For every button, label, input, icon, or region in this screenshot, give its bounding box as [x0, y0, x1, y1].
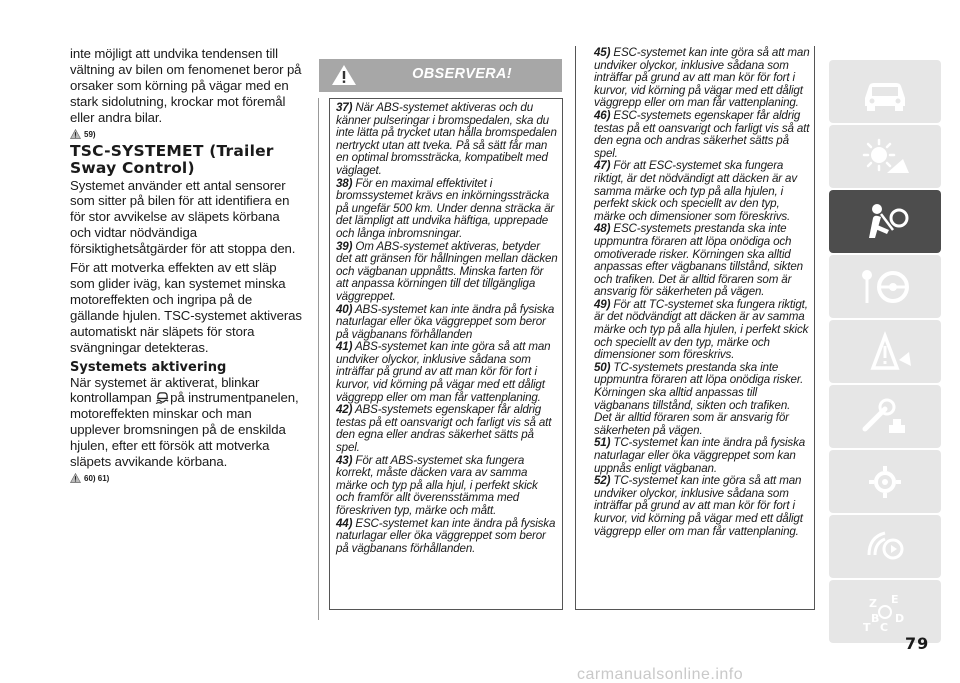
note-item — [594, 362, 810, 438]
note-item — [594, 299, 810, 362]
note-number: 49) — [594, 297, 611, 311]
note-text: ESC-systemet kan inte göra så att man undviker olyckor, inklusive sådana som inträffar på grund av att man kör för fort i kurvor, vid körning på vägar med ett dåligt väggrepp eller om man får vattenplaning. — [594, 46, 810, 110]
note-number: 48) — [594, 222, 611, 236]
section-heading: TSC-SYSTEMET (Trailer Sway Control) — [70, 141, 274, 178]
note-text: TC-systemets prestanda ska inte uppmuntra föraren att löpa onödiga risker. Körningen ska alltid anpassas till vägbanans tillstånd, sikten och trafiken. Det är alltid föraren som är ansvarig för säkerheten på vägen. — [594, 360, 804, 437]
note-number: 42) — [336, 403, 353, 417]
tab-maintenance[interactable] — [829, 385, 941, 448]
alphabet-index-icon — [855, 590, 915, 634]
note-item — [336, 404, 558, 454]
wrench-gear-icon — [855, 460, 915, 504]
note-text: ABS-systemets egenskaper får aldrig testas på ett oansvarigt och farligt vis så att den egna eller andras säkerhet sätts på spel. — [336, 403, 552, 455]
watermark: carmanualsonline.info — [577, 666, 744, 683]
note-text: ESC-systemets egenskaper får aldrig testas på ett oansvarigt och farligt vis så att den egna och andras säkerhet sätts på spel. — [594, 108, 810, 160]
paragraph-activation — [70, 375, 302, 470]
warning-reference — [70, 129, 302, 139]
section-tabs — [829, 60, 941, 645]
tab-technical-data[interactable] — [829, 450, 941, 513]
warning-ref-text: 59) — [84, 129, 96, 139]
svg-text:D: D — [895, 611, 905, 625]
note-text: Om ABS-systemet aktiveras, betyder det att gränsen för hållningen mellan däcken och vägbanan uppnåtts. Minska farten för att anpassa körningen till det tillgängliga väggreppet. — [336, 239, 558, 303]
note-text: TC-systemet kan inte ändra på fysiska naturlagar eller öka väggreppet som kan uppnås enligt vägbanan. — [594, 436, 806, 475]
note-text: För att TC-systemet ska fungera riktigt, är det nödvändigt att däcken är av samma märke och typ på alla hjulen, i perfekt skick och speciellt av den typ, märke och dimensioner som föreskrivs. — [594, 297, 809, 362]
note-text: För att ABS-systemet ska fungera korrekt, måste däcken vara av samma märke och typ på alla hjul, i perfekt skick och framför allt överensstämma med föreskriven typ, märke och mått. — [336, 453, 538, 517]
note-text: TC-systemet kan inte göra så att man undviker olyckor, inklusive sådana som inträffar på grund av att man kör för fort i kurvor, vid körning på vägar med ett dåligt väggrepp eller om man får vattenplaning. — [594, 474, 803, 538]
observera-box — [329, 98, 563, 610]
note-item — [594, 47, 810, 110]
note-text: ESC-systemets prestanda ska inte uppmuntra föraren att löpa onödiga och omotiverade risker. Körningen ska alltid anpassas efter vägbanans tillstånd, sikten och trafiken. Det är alltid föraren som är ansvarig för säkerheten på vägen. — [594, 222, 803, 299]
note-item — [336, 518, 558, 556]
note-number: 47) — [594, 159, 611, 173]
note-number: 40) — [336, 302, 353, 316]
multimedia-icon — [855, 525, 915, 569]
note-text: När ABS-systemet aktiveras och du känner pulseringar i bromspedalen, ska du inte lätta på trycket utan hålla bromspedalen nertryckt utan att tveka. På så sätt får man en optimal bromssträcka, kompatibelt med väglaget. — [336, 101, 557, 177]
svg-text:E: E — [891, 592, 899, 606]
note-item — [336, 102, 558, 178]
note-number: 50) — [594, 360, 611, 374]
note-text: ABS-systemet kan inte ändra på fysiska naturlagar eller öka väggreppet som beror på vägbanans förhållanden — [336, 302, 555, 341]
note-number: 45) — [594, 46, 611, 59]
note-item — [594, 475, 810, 538]
note-item — [594, 110, 810, 160]
note-number: 46) — [594, 108, 611, 122]
note-number: 43) — [336, 453, 353, 467]
warning-triangle-icon — [331, 64, 357, 86]
svg-text:C: C — [880, 620, 889, 634]
note-item — [336, 304, 558, 342]
note-number: 41) — [336, 340, 353, 354]
tab-emergency[interactable] — [829, 320, 941, 383]
note-item — [594, 160, 810, 223]
steering-key-icon — [855, 265, 915, 309]
tab-start-drive[interactable] — [829, 255, 941, 318]
warning-reference-2 — [70, 473, 302, 483]
subsection-heading: Systemets aktivering — [70, 359, 227, 375]
observera-title: OBSERVERA! — [412, 66, 512, 82]
sun-warning-icon — [855, 135, 915, 179]
svg-text:B: B — [871, 611, 880, 625]
note-number: 51) — [594, 436, 611, 450]
note-item — [594, 437, 810, 475]
note-number: 37) — [336, 101, 353, 114]
left-column — [70, 46, 302, 487]
note-number: 44) — [336, 516, 353, 530]
car-icon — [855, 70, 915, 114]
paragraph-sensors: Systemet använder ett antal sensorer som sitter på bilen för att identifiera en för stor avvikelse av släpets körbana och vidtar nödvändiga försiktighetsåtgärder för att stoppa den. — [70, 177, 296, 257]
svg-text:Z: Z — [869, 596, 877, 610]
note-text: För att ESC-systemet ska fungera riktigt, är det nödvändigt att däcken är av samma märke och typ på alla hjulen, i perfekt skick och speciellt av den typ, märke och dimensioner som föreskrivs. — [594, 159, 798, 223]
tab-lights[interactable] — [829, 125, 941, 188]
note-item — [336, 178, 558, 241]
activation-text-2: på instrumentpanelen, motoreffekten minskar och man upplever bromsningen på de enskilda hjulen, efter ett försök att motverka släpets avvikande körbana. — [70, 390, 299, 470]
paragraph-counteract: För att motverka effekten av ett släp som glider iväg, kan systemet minska motoreffekten och ingripa på de gällande hjulen. TSC-systemet aktiveras automatiskt när släpets för stora svängningar detekteras. — [70, 260, 302, 355]
svg-text:T: T — [863, 620, 871, 634]
note-item — [336, 455, 558, 518]
note-item — [594, 223, 810, 299]
note-number: 38) — [336, 176, 353, 190]
service-icon — [855, 395, 915, 439]
note-text: ABS-systemet kan inte göra så att man undviker olyckor, inklusive sådana som inträffar på grund av att man kör för fort i kurvor, vid körning på vägar med ett dåligt väggrepp eller om man får vattenplaning. — [336, 340, 551, 404]
page-number: 79 — [905, 634, 930, 653]
warning-ref-text-2: 60) 61) — [84, 473, 110, 483]
warning-triangle-icon — [70, 473, 81, 483]
paragraph-intro: inte möjligt att undvika tendensen till vältning av bilen om fenomenet beror på orsaker som körning på vägar med en stark sidolutning, krockar mot föremål eller andra bilar. — [70, 46, 302, 125]
activation-text-1: När systemet är aktiverat, blinkar kontrollampan — [70, 374, 260, 406]
note-text: ESC-systemet kan inte ändra på fysiska naturlagar eller öka väggreppet som beror på vägbanans förhållanden. — [336, 516, 556, 555]
tab-multimedia[interactable] — [829, 515, 941, 578]
note-item — [336, 241, 558, 304]
tab-vehicle[interactable] — [829, 60, 941, 123]
note-number: 52) — [594, 474, 611, 488]
airbag-seat-icon — [855, 200, 915, 244]
note-number: 39) — [336, 239, 353, 253]
note-text: För en maximal effektivitet i bromssystemet krävs en inkörningssträcka på ungefär 500 km. Under denna sträcka är det lämpligt att undvika häftiga, upprepade och långa inbromsningar. — [336, 176, 555, 240]
esc-warning-lamp-icon — [155, 391, 170, 404]
warning-car-icon — [855, 330, 915, 374]
note-item — [336, 341, 558, 404]
warning-triangle-icon — [70, 129, 81, 139]
notes-continued-box — [575, 46, 815, 610]
tab-safety[interactable] — [829, 190, 941, 253]
column-divider — [318, 98, 319, 620]
observera-header — [319, 59, 562, 92]
